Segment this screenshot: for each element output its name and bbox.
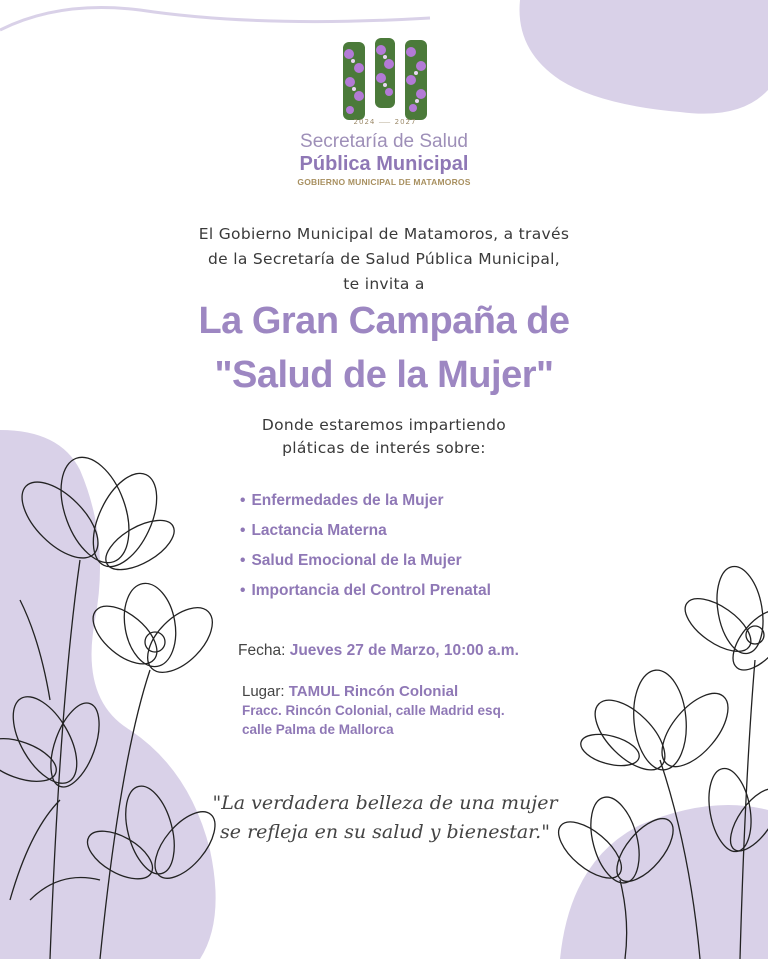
- quote-line1: "La verdadera belleza de una mujer: [212, 792, 558, 814]
- topics-list: [240, 489, 491, 609]
- intro-line1: El Gobierno Municipal de Matamoros, a través: [198, 225, 570, 243]
- subtitle: [0, 414, 768, 460]
- list-item: • Enfermedades de la Mujer: [240, 489, 491, 519]
- subtitle-line1: Donde estaremos impartiendo: [261, 416, 507, 434]
- date-value: Jueves 27 de Marzo, 10:00 a.m.: [289, 642, 519, 659]
- location-address-line1: Fracc. Rincón Colonial, calle Madrid esq.: [242, 703, 505, 718]
- quote: [200, 789, 570, 847]
- title-line1: La Gran Campaña de: [198, 300, 570, 342]
- intro-line3: te invita a: [343, 275, 425, 293]
- bottom-left-blob: [0, 430, 216, 959]
- quote-line2: se refleja en su salud y bienestar.": [220, 821, 550, 843]
- location-value: TAMUL Rincón Colonial: [288, 683, 459, 700]
- campaign-title: [0, 294, 768, 402]
- org-name-line3: GOBIERNO MUNICIPAL DE MATAMOROS: [297, 177, 471, 187]
- title-line2: "Salud de la Mujer": [214, 354, 554, 396]
- list-item: • Importancia del Control Prenatal: [240, 579, 491, 609]
- list-item: • Lactancia Materna: [240, 519, 491, 549]
- top-right-blob: [520, 0, 768, 114]
- location-label: Lugar:: [242, 683, 285, 700]
- subtitle-line2: pláticas de interés sobre:: [282, 439, 486, 457]
- event-location: [242, 682, 505, 739]
- date-label: Fecha:: [238, 642, 286, 659]
- list-item: • Salud Emocional de la Mujer: [240, 549, 491, 579]
- logo-flower-emblem: [339, 34, 431, 124]
- org-name-line2: Pública Municipal: [299, 153, 469, 175]
- intro-text: [0, 222, 768, 297]
- event-date: [238, 642, 519, 660]
- location-address-line2: calle Palma de Mallorca: [242, 722, 394, 737]
- org-name-line1: Secretaría de Salud: [300, 131, 468, 152]
- intro-line2: de la Secretaría de Salud Pública Municipal,: [208, 250, 560, 268]
- top-swirl-line: [0, 8, 430, 31]
- logo-years: 2024 ⸺ 2027: [353, 118, 417, 126]
